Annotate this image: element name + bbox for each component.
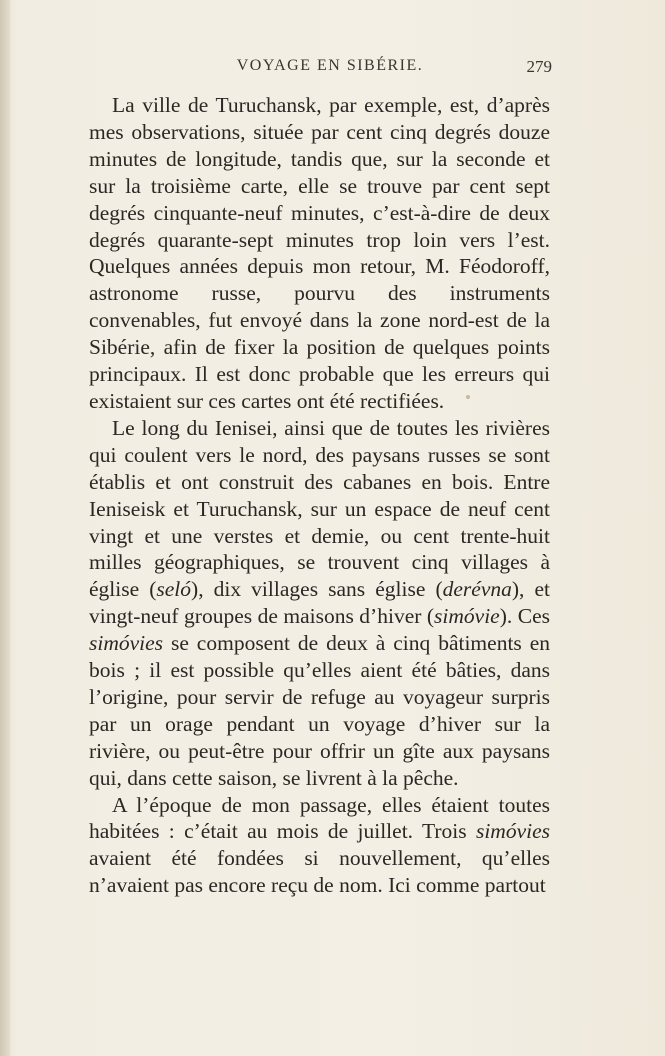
- text-run: ), et vingt-neuf groupes de maisons d’hiver (: [89, 577, 550, 629]
- page-spine-shadow: [0, 0, 10, 1056]
- text-run: Le long du Ienisei, ainsi que de toutes les rivières qui coulent vers le nord, des paysans russes se sont établis et ont construit des cabanes en bois. Entre Ieniseisk et Turuchansk, sur un espace de neuf cent vingt et une verstes et demie, ou cent trente-huit milles géographiques, se trouvent cinq villages à église (: [89, 415, 550, 602]
- paragraph: [89, 792, 550, 900]
- text-run: ), dix villages sans église (: [191, 577, 443, 602]
- paragraph: [89, 92, 550, 415]
- running-header: [110, 57, 550, 85]
- running-title: VOYAGE EN SIBÉRIE.: [236, 57, 424, 74]
- italic-term: simóvie: [434, 604, 500, 629]
- italic-term: simóvies: [89, 631, 164, 656]
- italic-term: seló: [156, 577, 192, 602]
- ink-speck: [466, 395, 470, 399]
- text-run: A l’époque de mon passage, elles étaient toutes habitées : c’était au mois de juillet. Trois: [89, 792, 550, 844]
- italic-term: derévna: [442, 577, 512, 602]
- paragraph: [89, 415, 550, 792]
- italic-term: simóvies: [475, 819, 550, 844]
- text-run: La ville de Turuchansk, par exemple, est, d’après mes observations, située par cent cinq degrés douze minutes de longitude, tandis que, sur la seconde et sur la troisième carte, elle se trouve par cent sept degrés cinquante-neuf minutes, c’est-à-dire de deux degrés quarante-sept minutes trop loin vers l’est. Quelques années depuis mon retour, M. Féodoroff, astronome russe, pourvu des instruments convenables, fut envoyé dans la zone nord-est de la Sibérie, afin de fixer la position de quelques points principaux. Il est donc probable que les erreurs qui existaient sur ces cartes ont été rectifiées.: [89, 93, 550, 413]
- text-run: se composent de deux à cinq bâtiments en bois ; il est possible qu’elles aient été bâties, dans l’origine, pour servir de refuge au voyageur surpris par un orage pendant un voyage d’hiver sur la rivière, ou peut-être pour offrir un gîte aux paysans qui, dans cette saison, se livrent à la pêche.: [89, 631, 550, 790]
- text-run: ). Ces: [499, 604, 550, 629]
- body-text: [89, 92, 550, 899]
- page-number: 279: [526, 57, 552, 76]
- text-run: avaient été fondées si nouvellement, qu’elles n’avaient pas encore reçu de nom. Ici comme partout: [89, 846, 550, 898]
